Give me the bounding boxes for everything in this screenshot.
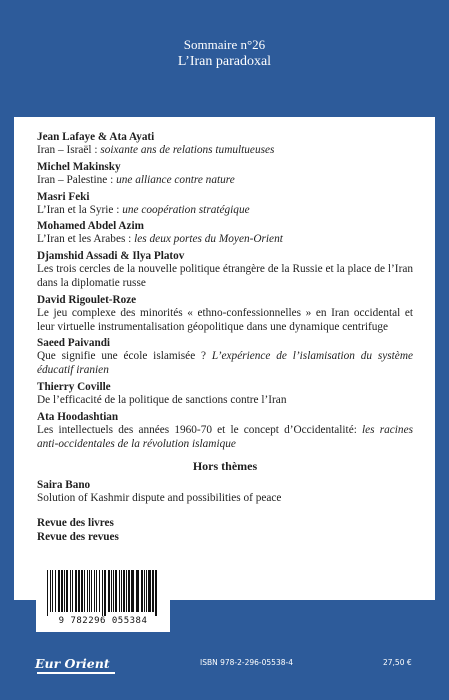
left-blue-band bbox=[0, 117, 14, 600]
price-text: 27,50 € bbox=[383, 658, 412, 667]
barcode-bar bbox=[94, 570, 95, 612]
toc-entry bbox=[37, 336, 413, 378]
entry-author: Mohamed Abdel Azim bbox=[37, 220, 144, 233]
barcode-bar bbox=[155, 570, 157, 616]
barcode-bar bbox=[84, 570, 85, 612]
entry-title bbox=[37, 350, 413, 378]
entry-title bbox=[37, 424, 413, 452]
toc-entry bbox=[37, 160, 413, 188]
toc-entry bbox=[37, 380, 413, 408]
barcode-bar bbox=[111, 570, 112, 612]
entry-author: Ata Hoodashtian bbox=[37, 410, 119, 423]
review-books: Revue des livres bbox=[37, 516, 114, 529]
issue-number: Sommaire n°26 bbox=[183, 37, 266, 52]
reviews-list bbox=[37, 516, 413, 544]
entry-title-text: Le jeu complexe des minorités « ethno-confessionnelles » en Iran occidental et leur virtuelle instrumentalisation géopolitique dans une dynamique centrifuge bbox=[37, 306, 413, 333]
barcode-bar bbox=[70, 570, 71, 612]
barcode-bar bbox=[99, 570, 100, 612]
entry-title-italic: une coopération stratégique bbox=[122, 203, 250, 216]
table-of-contents bbox=[37, 128, 413, 544]
hors-themes-entry bbox=[37, 478, 413, 506]
barcode-bar bbox=[141, 570, 143, 612]
entry-title-italic: les deux portes du Moyen-Orient bbox=[134, 233, 283, 246]
toc-entry bbox=[37, 249, 413, 291]
barcode-bar bbox=[61, 570, 63, 612]
entry-title bbox=[37, 263, 413, 291]
barcode-bar bbox=[78, 570, 80, 612]
barcode-bar bbox=[96, 570, 97, 612]
barcode-bar bbox=[152, 570, 154, 612]
barcode-bar bbox=[87, 570, 88, 612]
barcode-bar bbox=[58, 570, 60, 612]
logo-underline bbox=[37, 672, 115, 674]
barcode-bar bbox=[102, 570, 103, 616]
right-blue-band bbox=[435, 117, 449, 600]
barcode-bar bbox=[136, 570, 139, 612]
barcode-bar bbox=[148, 570, 151, 612]
entry-title-text: Iran – Israël : bbox=[37, 144, 101, 156]
barcode-bars bbox=[46, 570, 160, 616]
barcode-bar bbox=[146, 570, 147, 612]
barcode-bar bbox=[52, 570, 53, 612]
entry-title-text: Iran – Palestine : bbox=[37, 173, 117, 186]
entry-title bbox=[37, 174, 413, 188]
entry-author: David Rigoulet-Roze bbox=[37, 293, 137, 306]
entry-title-italic: une alliance contre nature bbox=[116, 173, 235, 186]
entry-title-text: Les trois cercles de la nouvelle politique étrangère de la Russie et la place de l’Iran dans la diplomatie russe bbox=[37, 263, 413, 289]
barcode-bar bbox=[115, 570, 117, 612]
entry-title bbox=[37, 144, 413, 158]
entry-author: Michel Makinsky bbox=[37, 160, 121, 173]
barcode-bar bbox=[108, 570, 110, 612]
entry-title: Solution of Kashmir dispute and possibilities of peace bbox=[37, 492, 282, 505]
barcode-digits: 9 782296 055384 bbox=[58, 616, 148, 626]
barcode-bar bbox=[75, 570, 77, 612]
barcode-bar bbox=[126, 570, 127, 612]
entry-title bbox=[37, 204, 413, 218]
publisher-logo: Eur Orient bbox=[35, 656, 110, 671]
review-journals: Revue des revues bbox=[37, 530, 119, 543]
issue-title: L’Iran paradoxal bbox=[177, 54, 272, 69]
entry-title-text: L’Iran et la Syrie : bbox=[37, 203, 123, 216]
entry-title-italic: les racines anti-occidentales de la révolution islamique bbox=[37, 423, 413, 450]
entry-title-italic: soixante ans de relations tumultueuses bbox=[100, 144, 275, 156]
entry-title-italic: L’expérience de l’islamisation du système éducatif iranien bbox=[37, 350, 413, 377]
barcode-bar bbox=[55, 570, 56, 612]
isbn-barcode bbox=[36, 566, 170, 632]
barcode-bar bbox=[121, 570, 122, 612]
entry-author: Masri Feki bbox=[37, 190, 90, 203]
isbn-text: ISBN 978-2-296-05538-4 bbox=[200, 658, 293, 667]
toc-entry bbox=[37, 190, 413, 218]
barcode-bar bbox=[104, 570, 106, 616]
entry-title-text: Les intellectuels des années 1960-70 et le concept d’Occidentalité: bbox=[37, 423, 363, 436]
toc-entry bbox=[37, 293, 413, 335]
barcode-bar bbox=[131, 570, 134, 612]
barcode-bar bbox=[66, 570, 68, 612]
barcode-bar bbox=[50, 570, 51, 612]
entry-title bbox=[37, 394, 413, 408]
hors-themes-heading: Hors thèmes bbox=[192, 459, 258, 474]
entry-author: Saeed Paivandi bbox=[37, 337, 111, 350]
barcode-bar bbox=[89, 570, 90, 612]
barcode-bar bbox=[144, 570, 145, 612]
barcode-bar bbox=[123, 570, 125, 612]
toc-entry bbox=[37, 130, 413, 158]
barcode-bar bbox=[72, 570, 73, 612]
toc-entry bbox=[37, 219, 413, 247]
barcode-bar bbox=[128, 570, 130, 612]
entry-title bbox=[37, 233, 413, 247]
cover-header bbox=[0, 36, 449, 71]
entry-title bbox=[37, 307, 413, 335]
toc-entries bbox=[37, 130, 413, 451]
barcode-bar bbox=[113, 570, 114, 612]
entry-title-text: L’Iran et les Arabes : bbox=[37, 233, 135, 246]
entry-title-text: De l’efficacité de la politique de sanctions contre l’Iran bbox=[37, 393, 287, 406]
entry-author: Saira Bano bbox=[37, 479, 91, 492]
entry-author: Jean Lafaye & Ata Ayati bbox=[37, 131, 155, 143]
entry-title-text: Que signifie une école islamisée ? bbox=[37, 350, 212, 363]
barcode-bar bbox=[64, 570, 65, 612]
entry-author: Djamshid Assadi & Ilya Platov bbox=[37, 250, 185, 263]
entry-author: Thierry Coville bbox=[37, 380, 111, 393]
barcode-bar bbox=[81, 570, 83, 612]
barcode-bar bbox=[91, 570, 92, 612]
barcode-bar bbox=[119, 570, 120, 612]
toc-entry bbox=[37, 410, 413, 452]
barcode-bar bbox=[47, 570, 48, 616]
